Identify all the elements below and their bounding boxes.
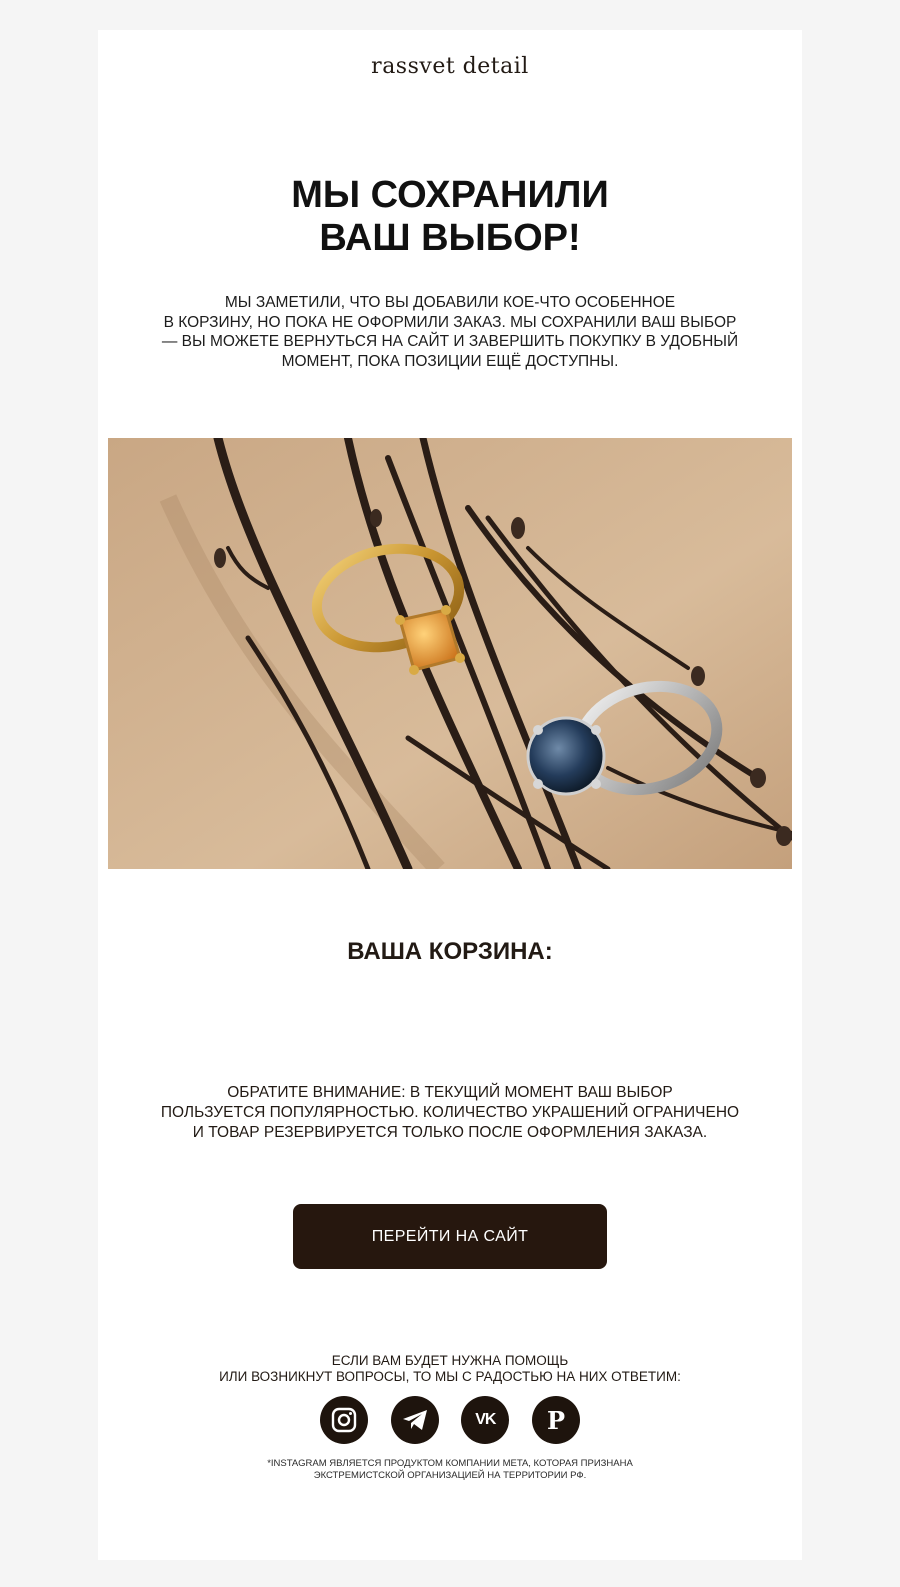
disclaimer-text (0, 1458, 900, 1482)
help-text (0, 1353, 900, 1385)
instagram-icon[interactable] (320, 1396, 368, 1444)
telegram-icon[interactable] (391, 1396, 439, 1444)
headline-line: МЫ СОХРАНИЛИ (291, 174, 609, 216)
disclaimer-line: *INSTAGRAM ЯВЛЯЕТСЯ ПРОДУКТОМ КОМПАНИИ META, КОТОРАЯ ПРИЗНАНА (267, 1458, 633, 1469)
help-line: ИЛИ ВОЗНИКНУТ ВОПРОСЫ, ТО МЫ С РАДОСТЬЮ НА НИХ ОТВЕТИМ: (219, 1369, 681, 1384)
pinterest-glyph: P (546, 1405, 565, 1435)
intro-line: МЫ ЗАМЕТИЛИ, ЧТО ВЫ ДОБАВИЛИ КОЕ-ЧТО ОСОБЕННОЕ (224, 294, 676, 311)
telegram-icon (401, 1408, 429, 1432)
brand-logo[interactable]: rassvet detail (371, 54, 529, 79)
intro-text (0, 293, 900, 371)
help-line: ЕСЛИ ВАМ БУДЕТ НУЖНА ПОМОЩЬ (331, 1353, 569, 1368)
vk-icon[interactable] (461, 1396, 509, 1444)
notice-line: ОБРАТИТЕ ВНИМАНИЕ: В ТЕКУЩИЙ МОМЕНТ ВАШ ВЫБОР (227, 1084, 673, 1101)
vk-glyph: VK (475, 1411, 496, 1428)
headline (0, 174, 900, 260)
go-to-site-button[interactable]: ПЕРЕЙТИ НА САЙТ (293, 1204, 607, 1269)
social-links (320, 1396, 580, 1444)
notice-text (0, 1083, 900, 1143)
rings-on-branches-image (108, 438, 792, 869)
intro-line: МОМЕНТ, ПОКА ПОЗИЦИИ ЕЩЁ ДОСТУПНЫ. (281, 352, 619, 370)
instagram-icon (331, 1407, 357, 1433)
notice-line: И ТОВАР РЕЗЕРВИРУЕТСЯ ТОЛЬКО ПОСЛЕ ОФОРМЛЕНИЯ ЗАКАЗА. (192, 1124, 708, 1141)
hero-image (108, 438, 792, 869)
pinterest-icon[interactable] (532, 1396, 580, 1444)
intro-line: В КОРЗИНУ, НО ПОКА НЕ ОФОРМИЛИ ЗАКАЗ. МЫ СОХРАНИЛИ ВАШ ВЫБОР (163, 313, 737, 331)
headline-line: ВАШ ВЫБОР! (319, 217, 581, 259)
disclaimer-line: ЭКСТРЕМИСТСКОЙ ОРГАНИЗАЦИЕЙ НА ТЕРРИТОРИИ РФ. (313, 1470, 587, 1481)
cart-title: ВАША КОРЗИНА: (347, 938, 553, 965)
intro-line: — ВЫ МОЖЕТЕ ВЕРНУТЬСЯ НА САЙТ И ЗАВЕРШИТЬ ПОКУПКУ В УДОБНЫЙ (161, 333, 739, 350)
notice-line: ПОЛЬЗУЕТСЯ ПОПУЛЯРНОСТЬЮ. КОЛИЧЕСТВО УКРАШЕНИЙ ОГРАНИЧЕНО (160, 1104, 740, 1121)
